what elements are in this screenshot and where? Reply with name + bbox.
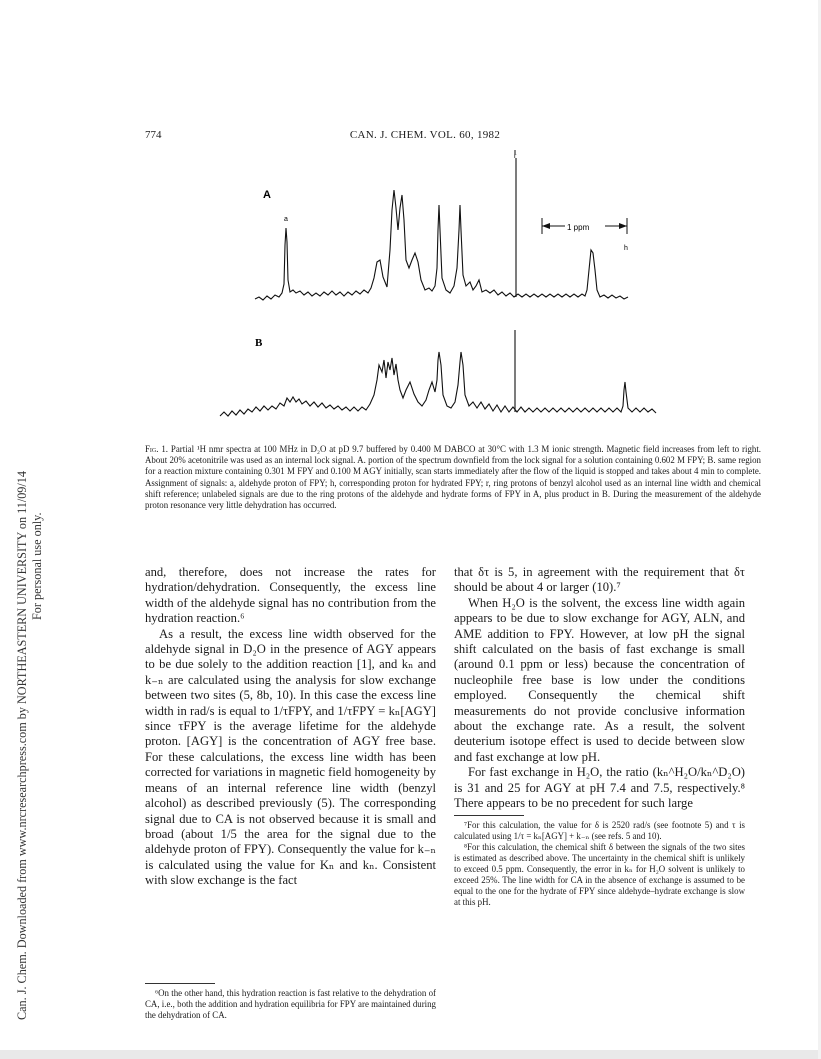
peak-h-label: h: [624, 245, 628, 252]
scale-arrow-left-icon: [542, 223, 550, 229]
spectrum-b-trace: [220, 352, 656, 416]
body-column-right: [454, 565, 745, 812]
panel-b-label: B: [255, 337, 263, 349]
caption-label: Fig. 1.: [145, 444, 169, 454]
figure-caption: [145, 444, 761, 511]
footnote-8: ⁸For this calculation, the chemical shift δ between the signals of the two sites is estimated as described above. The uncertainty in the chemical shift is unlikely to exceed 0.5 ppm. Consequently, the error in kₙ for H₂O solvent is unlikely to exceed 25%. The line width for CA in the absence of exchange is assumed to be equal to the one for the hydrate of FPY since aldehyde–hydrate exchange is slow at this pH.: [454, 842, 745, 907]
download-watermark: [0, 0, 60, 1059]
peak-a-label: a: [284, 216, 288, 223]
body-column-left: [145, 565, 436, 889]
watermark-line-1: Can. J. Chem. Downloaded from www.nrcresearchpress.com by NORTHEASTERN UNIVERSITY on 11/09/14: [15, 471, 29, 1020]
footnote-left: [145, 988, 436, 1021]
nmr-spectra-figure: [145, 150, 765, 440]
page-header: [145, 129, 705, 143]
right-paragraph-2: When H₂O is the solvent, the excess line width again appears to be due to slow exchange for AGY, ALN, and AME addition to FPY. However, at low pH the signal shift calculated on the basis of fast exchange is small (around 0.1 ppm or less) because the concentration of nucleophile free base is low under the conditions employed. Consequently the chemical shift measurements do not provide conclusive information about the exchange rate. As a result, the solvent deuterium isotope effect is used to decide between slow and fast exchange at low pH.: [454, 595, 745, 764]
panel-a-label: A: [263, 189, 271, 201]
page-number: 774: [145, 129, 162, 141]
left-paragraph-2: As a result, the excess line width observed for the aldehyde signal in D₂O in the presence of AGY appears to be due solely to the addition reaction [1], and kₙ and k₋ₙ are calculated using the analysis for slow exchange between two sites (5, 8b, 10). In this case the excess line width in rad/s is equal to 1/τFPY, and 1/τFPY = kₙ[AGY] since τFPY is the average lifetime for the aldehyde proton. [AGY] is the concentration of AGY free base. For these calculations, the excess line width has been corrected for variations in magnetic field homogeneity by means of an internal reference line width (benzyl alcohol) as described previously (5). The corresponding signal due to CA is not observed because it is small and broad (about 1/5 the area for the signal due to the aldehyde proton of FPY). Consequently the value for k₋ₙ is calculated using the value for Kₙ and kₙ. Consistent with slow exchange is the fact: [145, 626, 436, 888]
footnote-7: ⁷For this calculation, the value for δ is 2520 rad/s (see footnote 5) and τ is calculated using 1/τ = kₙ[AGY] + k₋ₙ (see refs. 5 and 10).: [454, 820, 745, 841]
scan-bottom-edge: [0, 1050, 821, 1059]
watermark-line-2: For personal use only.: [30, 512, 44, 620]
journal-running-head: CAN. J. CHEM. VOL. 60, 1982: [349, 129, 501, 141]
left-paragraph-1: and, therefore, does not increase the rates for hydration/dehydration. Consequently, the excess line width of the aldehyde signal has no contribution from the hydration reaction.⁶: [145, 565, 436, 626]
scale-label: 1 ppm: [567, 223, 590, 232]
footnote-6: ⁶On the other hand, this hydration reaction is fast relative to the dehydration of CA, i.e., both the addition and hydration equilibria for FPY are maintained during the dehydration of CA.: [145, 988, 436, 1020]
right-paragraph-1: that δτ is 5, in agreement with the requirement that δτ should be about 4 or larger (10).⁷: [454, 565, 745, 595]
scale-arrow-right-icon: [619, 223, 627, 229]
nmr-spectra-svg: [145, 150, 765, 440]
caption-text: Partial ¹H nmr spectra at 100 MHz in D₂O at pD 9.7 buffered by 0.400 M DABCO at 30°C with 1.3 M ionic strength. Magnetic field increases from left to right. About 20% acetonitrile was used as an internal lock signal. A. portion of the spectrum downfield from the lock signal for a solution containing 0.602 M FPY; B. same region for a reaction mixture containing 0.301 M FPY and 0.100 M AGY initially, scan starts immediately after the flow of the liquid is stopped and takes about 4 min to complete. Assignment of signals: a, aldehyde proton of FPY; h, corresponding proton for hydrated FPY; r, ring protons of benzyl alcohol used as an internal line width and chemical shift reference; unlabeled signals are due to the ring protons of the aldehyde and hydrate forms of FPY in A, plus product in B. During the measurement of the aldehyde proton resonance very little dehydration has occurred.: [145, 444, 762, 511]
footnote-rule-right: [454, 815, 524, 816]
peak-r-label: r: [514, 153, 517, 160]
footnote-rule-left: [145, 983, 215, 984]
right-paragraph-3: For fast exchange in H₂O, the ratio (kₙ^H₂O/kₙ^D₂O) is 31 and 25 for AGY at pH 7.4 and 7.5, respectively.⁸ There appears to be no precedent for such large: [454, 765, 745, 811]
footnote-right: [454, 820, 745, 908]
spectrum-a-trace: [255, 190, 628, 300]
